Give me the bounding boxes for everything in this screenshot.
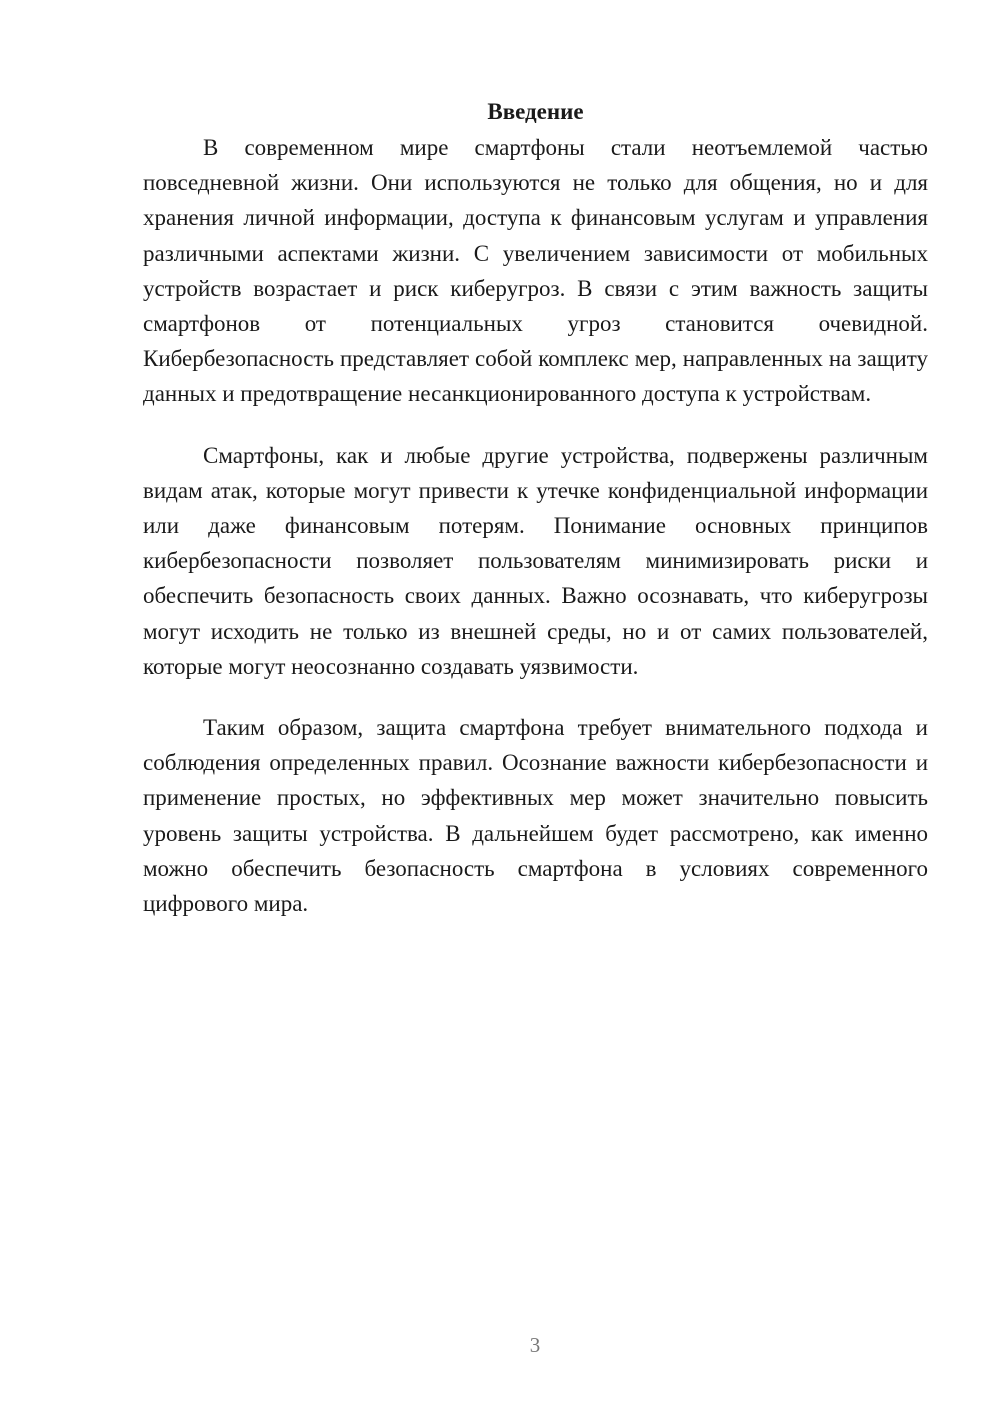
page-number: 3 [529, 1333, 541, 1357]
section-title: Введение [487, 99, 584, 124]
paragraph-1: В современном мире смартфоны стали неотъемлемой частью повседневной жизни. Они используются не только для общения, но и для хранения личной информации, доступа к финансовым услугам и управления различными аспектами жизни. С увеличением зависимости от мобильных устройств возрастает и риск киберугроз. В связи с этим важность защиты смартфонов от потенциальных угроз становится очевидной. Кибербезопасность представляет собой комплекс мер, направленных на защиту данных и предотвращение несанкционированного доступа к устройствам. [143, 135, 928, 407]
page-content [143, 93, 928, 947]
paragraph-3: Таким образом, защита смартфона требует внимательного подхода и соблюдения определенных правил. Осознание важности кибербезопасности и применение простых, но эффективных мер может значительно повысить уровень защиты устройства. В дальнейшем будет рассмотрено, как именно можно обеспечить безопасность смартфона в условиях современного цифрового мира. [143, 715, 928, 917]
paragraph-2: Смартфоны, как и любые другие устройства, подвержены различным видам атак, которые могут привести к утечке конфиденциальной информации или даже финансовым потерям. Понимание основных принципов кибербезопасности позволяет пользователям минимизировать риски и обеспечить безопасность своих данных. Важно осознавать, что киберугрозы могут исходить не только из внешней среды, но и от самих пользователей, которые могут неосознанно создавать уязвимости. [143, 442, 928, 679]
